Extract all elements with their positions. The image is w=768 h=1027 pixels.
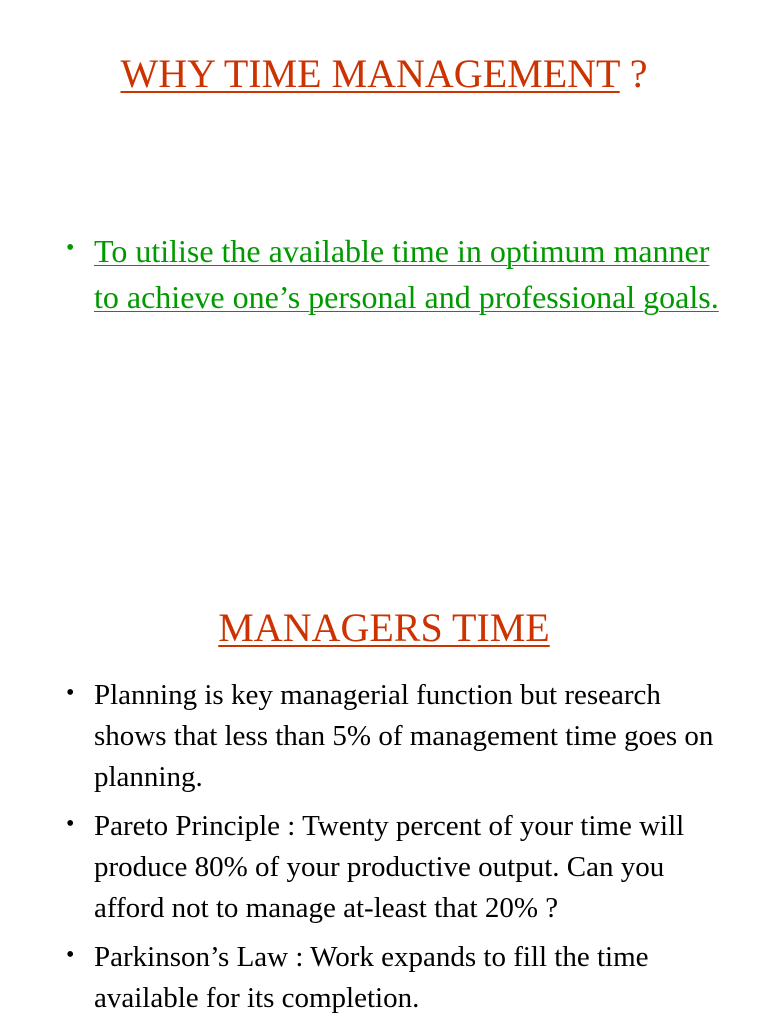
bullet-item xyxy=(62,228,722,320)
bullet-list xyxy=(62,228,722,320)
bullet-dot-icon: • xyxy=(66,235,75,261)
bullet-item xyxy=(62,937,722,1019)
bullet-text: Parkinson’s Law : Work expands to fill the time available for its completion. xyxy=(94,941,649,1014)
slide-title xyxy=(0,50,768,98)
slide-title-main: WHY TIME MANAGEMENT xyxy=(120,51,620,96)
bullet-dot-icon: • xyxy=(66,942,75,968)
bullet-list xyxy=(62,675,722,1027)
slide-managers-time xyxy=(0,576,768,1024)
slide-title-suffix: ? xyxy=(619,51,648,96)
slide-title-main: MANAGERS TIME xyxy=(218,605,550,650)
bullet-dot-icon: • xyxy=(66,811,75,837)
bullet-dot-icon: • xyxy=(66,680,75,706)
slide-title xyxy=(0,604,768,652)
bullet-text: To utilise the available time in optimum manner to achieve one’s personal and professional goals. xyxy=(94,233,719,315)
bullet-text: Planning is key managerial function but research shows that less than 5% of management time goes on planning. xyxy=(94,679,714,793)
bullet-item xyxy=(62,806,722,929)
bullet-item xyxy=(62,675,722,798)
bullet-text: Pareto Principle : Twenty percent of your time will produce 80% of your productive output. Can you afford not to manage at-least that 20% ? xyxy=(94,810,685,924)
